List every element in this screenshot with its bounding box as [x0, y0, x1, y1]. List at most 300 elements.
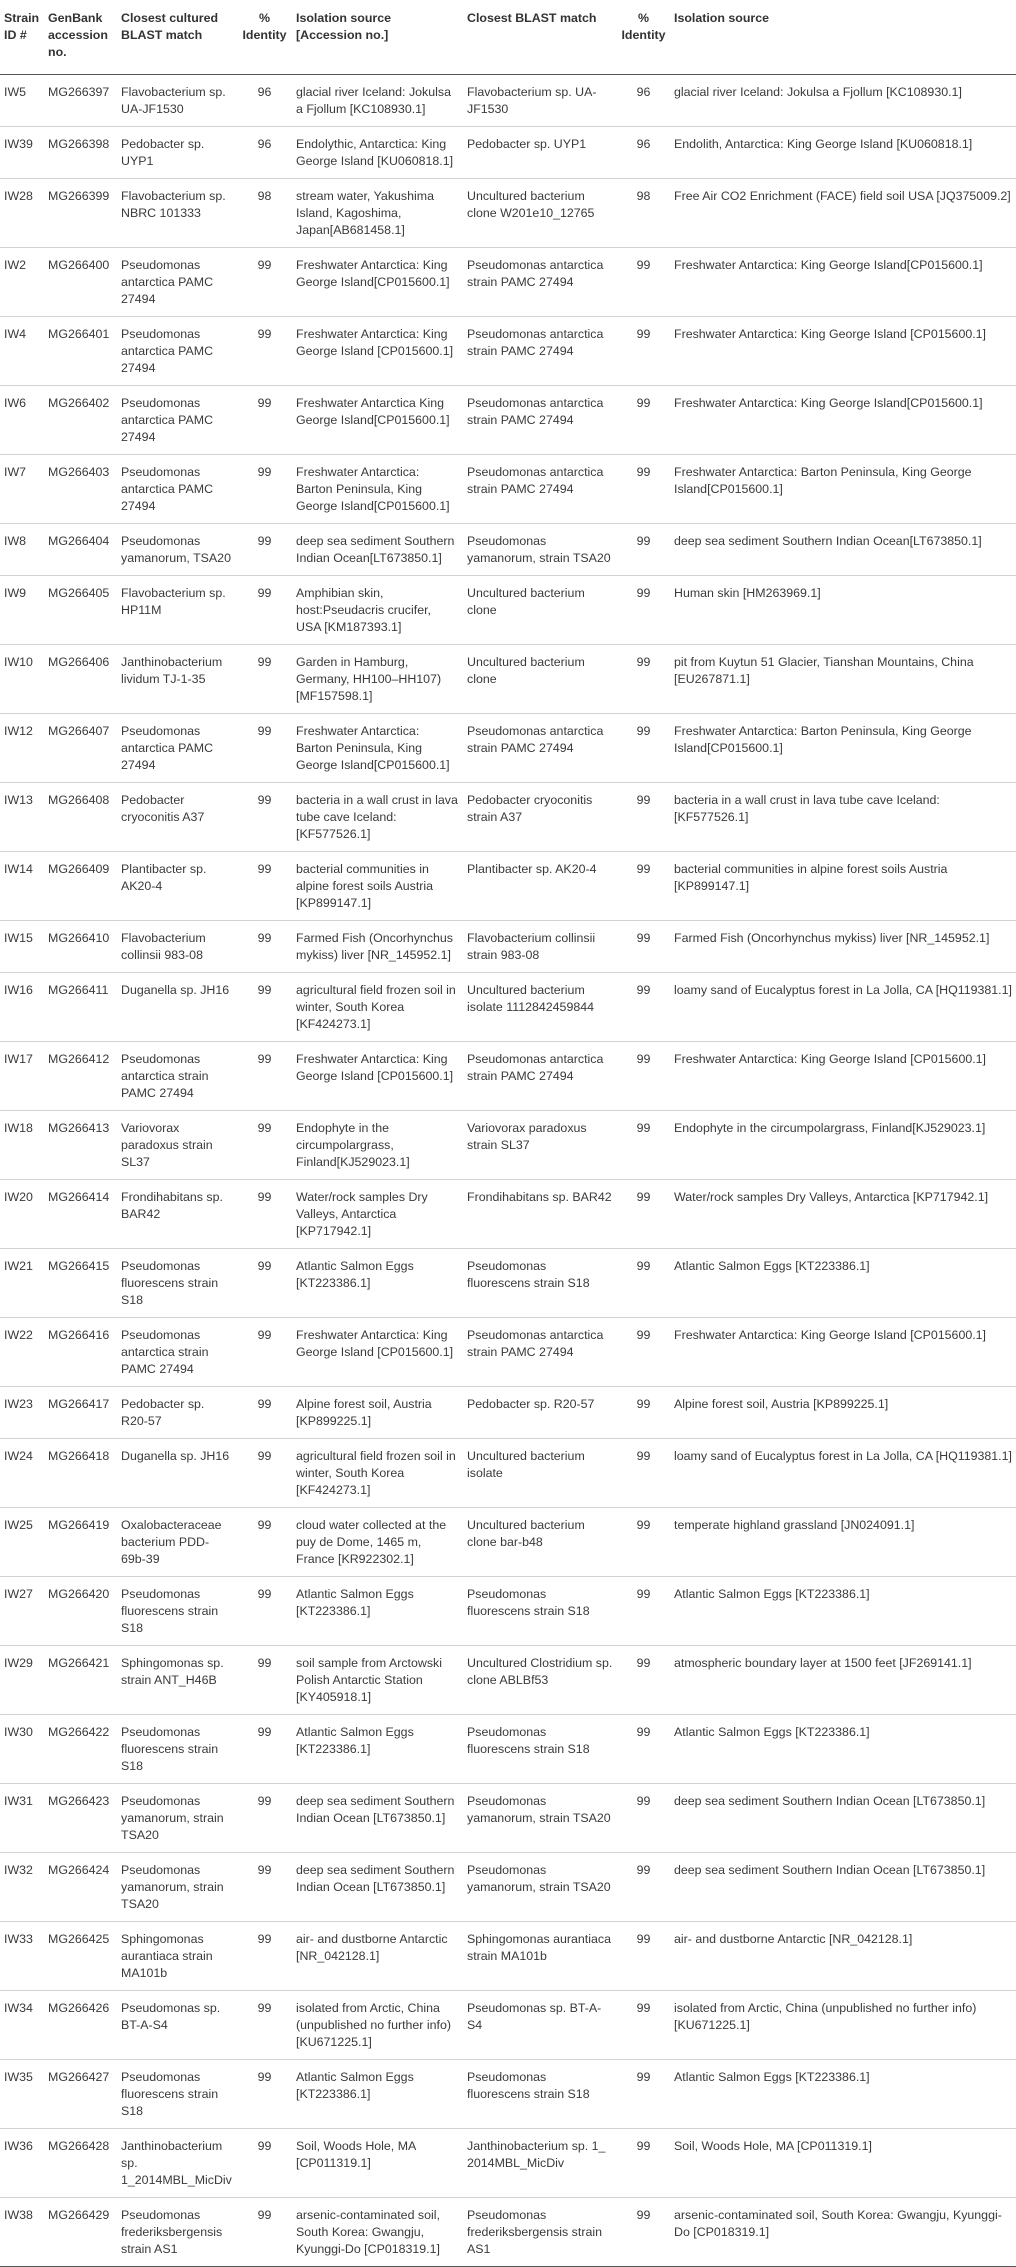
identity-blast-cell: 99 — [617, 1180, 670, 1249]
header-genbank-accession: GenBank accession no. — [44, 0, 117, 75]
isolation-source-cell: Free Air CO2 Enrichment (FACE) field soil USA [JQ375009.2] — [670, 179, 1016, 248]
table-row — [0, 1180, 1016, 1249]
isolation-source-cell: deep sea sediment Southern Indian Ocean[LT673850.1] — [670, 524, 1016, 576]
strain-id-cell: IW6 — [0, 386, 44, 455]
genbank-accession-cell: MG266423 — [44, 1784, 117, 1853]
isolation-source-accession-cell: Freshwater Antarctica: King George Island [CP015600.1] — [292, 1042, 463, 1111]
table-row — [0, 1387, 1016, 1439]
identity-cultured-cell: 99 — [237, 2060, 292, 2129]
genbank-accession-cell: MG266421 — [44, 1646, 117, 1715]
blast-match-cell: Flavobacterium sp. UA-JF1530 — [463, 75, 617, 127]
isolation-source-cell: Water/rock samples Dry Valleys, Antarctica [KP717942.1] — [670, 1180, 1016, 1249]
isolation-source-cell: deep sea sediment Southern Indian Ocean [LT673850.1] — [670, 1853, 1016, 1922]
isolation-source-accession-cell: arsenic-contaminated soil, South Korea: Gwangju, Kyunggi-Do [CP018319.1] — [292, 2198, 463, 2267]
cultured-match-cell: Pseudomonas antarctica PAMC 27494 — [117, 248, 237, 317]
isolation-source-cell: Freshwater Antarctica: King George Island [CP015600.1] — [670, 1042, 1016, 1111]
strain-id-cell: IW12 — [0, 714, 44, 783]
identity-cultured-cell: 99 — [237, 1577, 292, 1646]
table-row — [0, 455, 1016, 524]
identity-blast-cell: 99 — [617, 714, 670, 783]
identity-blast-cell: 99 — [617, 1991, 670, 2060]
identity-blast-cell: 99 — [617, 1318, 670, 1387]
identity-cultured-cell: 99 — [237, 1439, 292, 1508]
identity-blast-cell: 99 — [617, 317, 670, 386]
table-row — [0, 921, 1016, 973]
identity-blast-cell: 99 — [617, 852, 670, 921]
strain-id-cell: IW10 — [0, 645, 44, 714]
cultured-match-cell: Pseudomonas fluorescens strain S18 — [117, 2060, 237, 2129]
isolation-source-cell: Freshwater Antarctica: King George Island [CP015600.1] — [670, 1318, 1016, 1387]
identity-cultured-cell: 99 — [237, 455, 292, 524]
isolation-source-accession-cell: isolated from Arctic, China (unpublished no further info) [KU671225.1] — [292, 1991, 463, 2060]
table-row — [0, 317, 1016, 386]
isolation-source-cell: atmospheric boundary layer at 1500 feet [JF269141.1] — [670, 1646, 1016, 1715]
identity-blast-cell: 99 — [617, 921, 670, 973]
blast-match-cell: Uncultured Clostridium sp. clone ABLBf53 — [463, 1646, 617, 1715]
identity-blast-cell: 99 — [617, 524, 670, 576]
table-row — [0, 783, 1016, 852]
header-identity-cultured: % Identity — [237, 0, 292, 75]
blast-match-cell: Frondihabitans sp. BAR42 — [463, 1180, 617, 1249]
identity-blast-cell: 99 — [617, 1577, 670, 1646]
table-header — [0, 0, 1016, 75]
isolation-source-cell: bacteria in a wall crust in lava tube cave Iceland: [KF577526.1] — [670, 783, 1016, 852]
genbank-accession-cell: MG266413 — [44, 1111, 117, 1180]
table-row — [0, 714, 1016, 783]
isolation-source-cell: Atlantic Salmon Eggs [KT223386.1] — [670, 1249, 1016, 1318]
cultured-match-cell: Pseudomonas fluorescens strain S18 — [117, 1715, 237, 1784]
table-row — [0, 645, 1016, 714]
isolation-source-accession-cell: Atlantic Salmon Eggs [KT223386.1] — [292, 2060, 463, 2129]
genbank-accession-cell: MG266409 — [44, 852, 117, 921]
blast-match-cell: Pseudomonas sp. BT-A-S4 — [463, 1991, 617, 2060]
isolation-source-accession-cell: Soil, Woods Hole, MA [CP011319.1] — [292, 2129, 463, 2198]
genbank-accession-cell: MG266417 — [44, 1387, 117, 1439]
cultured-match-cell: Flavobacterium sp. UA-JF1530 — [117, 75, 237, 127]
identity-blast-cell: 99 — [617, 455, 670, 524]
identity-cultured-cell: 99 — [237, 714, 292, 783]
cultured-match-cell: Janthinobacterium sp. 1_2014MBL_MicDiv — [117, 2129, 237, 2198]
blast-match-cell: Pedobacter cryoconitis strain A37 — [463, 783, 617, 852]
strain-id-cell: IW9 — [0, 576, 44, 645]
isolation-source-cell: arsenic-contaminated soil, South Korea: Gwangju, Kyunggi-Do [CP018319.1] — [670, 2198, 1016, 2267]
blast-match-cell: Uncultured bacterium clone bar-b48 — [463, 1508, 617, 1577]
blast-match-cell: Sphingomonas aurantiaca strain MA101b — [463, 1922, 617, 1991]
genbank-accession-cell: MG266407 — [44, 714, 117, 783]
cultured-match-cell: Sphingomonas sp. strain ANT_H46B — [117, 1646, 237, 1715]
cultured-match-cell: Flavobacterium sp. HP11M — [117, 576, 237, 645]
cultured-match-cell: Duganella sp. JH16 — [117, 1439, 237, 1508]
isolation-source-cell: deep sea sediment Southern Indian Ocean [LT673850.1] — [670, 1784, 1016, 1853]
isolation-source-cell: Freshwater Antarctica: King George Island[CP015600.1] — [670, 248, 1016, 317]
table-row — [0, 1784, 1016, 1853]
cultured-match-cell: Pseudomonas yamanorum, strain TSA20 — [117, 1784, 237, 1853]
header-row — [0, 0, 1016, 75]
isolation-source-accession-cell: deep sea sediment Southern Indian Ocean [LT673850.1] — [292, 1853, 463, 1922]
cultured-match-cell: Pseudomonas yamanorum, strain TSA20 — [117, 1853, 237, 1922]
identity-blast-cell: 99 — [617, 2060, 670, 2129]
strain-id-cell: IW33 — [0, 1922, 44, 1991]
genbank-accession-cell: MG266410 — [44, 921, 117, 973]
blast-match-cell: Pseudomonas antarctica strain PAMC 27494 — [463, 455, 617, 524]
cultured-match-cell: Plantibacter sp. AK20-4 — [117, 852, 237, 921]
table-row — [0, 179, 1016, 248]
genbank-accession-cell: MG266401 — [44, 317, 117, 386]
isolation-source-cell: Freshwater Antarctica: King George Island [CP015600.1] — [670, 317, 1016, 386]
cultured-match-cell: Frondihabitans sp. BAR42 — [117, 1180, 237, 1249]
genbank-accession-cell: MG266418 — [44, 1439, 117, 1508]
isolation-source-cell: Endolith, Antarctica: King George Island [KU060818.1] — [670, 127, 1016, 179]
isolation-source-cell: Endophyte in the circumpolargrass, Finland[KJ529023.1] — [670, 1111, 1016, 1180]
identity-blast-cell: 99 — [617, 1715, 670, 1784]
identity-blast-cell: 99 — [617, 576, 670, 645]
genbank-accession-cell: MG266426 — [44, 1991, 117, 2060]
isolation-source-cell: Freshwater Antarctica: Barton Peninsula, King George Island[CP015600.1] — [670, 455, 1016, 524]
strain-id-cell: IW31 — [0, 1784, 44, 1853]
strain-id-cell: IW7 — [0, 455, 44, 524]
table-row — [0, 386, 1016, 455]
genbank-accession-cell: MG266403 — [44, 455, 117, 524]
blast-match-cell: Uncultured bacterium clone W201e10_12765 — [463, 179, 617, 248]
identity-cultured-cell: 99 — [237, 1922, 292, 1991]
cultured-match-cell: Pseudomonas yamanorum, TSA20 — [117, 524, 237, 576]
table-row — [0, 576, 1016, 645]
strain-id-cell: IW25 — [0, 1508, 44, 1577]
cultured-match-cell: Pseudomonas antarctica PAMC 27494 — [117, 386, 237, 455]
cultured-match-cell: Pedobacter sp. UYP1 — [117, 127, 237, 179]
identity-blast-cell: 96 — [617, 127, 670, 179]
genbank-accession-cell: MG266415 — [44, 1249, 117, 1318]
strain-id-cell: IW35 — [0, 2060, 44, 2129]
strain-id-cell: IW36 — [0, 2129, 44, 2198]
identity-blast-cell: 99 — [617, 1922, 670, 1991]
identity-cultured-cell: 99 — [237, 1111, 292, 1180]
identity-cultured-cell: 99 — [237, 1991, 292, 2060]
table-row — [0, 75, 1016, 127]
cultured-match-cell: Pseudomonas frederiksbergensis strain AS1 — [117, 2198, 237, 2267]
header-isolation-source: Isolation source — [670, 0, 1016, 75]
identity-blast-cell: 98 — [617, 179, 670, 248]
identity-cultured-cell: 99 — [237, 1387, 292, 1439]
strain-id-cell: IW24 — [0, 1439, 44, 1508]
isolation-source-cell: air- and dustborne Antarctic [NR_042128.1] — [670, 1922, 1016, 1991]
isolation-source-accession-cell: Freshwater Antarctica: King George Island [CP015600.1] — [292, 317, 463, 386]
table-row — [0, 1853, 1016, 1922]
isolation-source-accession-cell: Atlantic Salmon Eggs [KT223386.1] — [292, 1715, 463, 1784]
blast-match-cell: Pseudomonas fluorescens strain S18 — [463, 1715, 617, 1784]
cultured-match-cell: Pedobacter sp. R20-57 — [117, 1387, 237, 1439]
isolation-source-accession-cell: glacial river Iceland: Jokulsa a Fjollum [KC108930.1] — [292, 75, 463, 127]
genbank-accession-cell: MG266402 — [44, 386, 117, 455]
isolation-source-accession-cell: Atlantic Salmon Eggs [KT223386.1] — [292, 1249, 463, 1318]
strain-id-cell: IW17 — [0, 1042, 44, 1111]
strain-id-cell: IW29 — [0, 1646, 44, 1715]
header-strain-id: Strain ID # — [0, 0, 44, 75]
blast-match-cell: Pedobacter sp. UYP1 — [463, 127, 617, 179]
isolation-source-cell: Atlantic Salmon Eggs [KT223386.1] — [670, 2060, 1016, 2129]
isolation-source-accession-cell: Atlantic Salmon Eggs [KT223386.1] — [292, 1577, 463, 1646]
identity-cultured-cell: 96 — [237, 75, 292, 127]
isolation-source-cell: Farmed Fish (Oncorhynchus mykiss) liver [NR_145952.1] — [670, 921, 1016, 973]
identity-cultured-cell: 99 — [237, 921, 292, 973]
table-row — [0, 1111, 1016, 1180]
genbank-accession-cell: MG266400 — [44, 248, 117, 317]
header-identity-blast: % Identity — [617, 0, 670, 75]
table-row — [0, 1249, 1016, 1318]
table-row — [0, 1042, 1016, 1111]
identity-blast-cell: 99 — [617, 2129, 670, 2198]
cultured-match-cell: Flavobacterium sp. NBRC 101333 — [117, 179, 237, 248]
isolation-source-accession-cell: Garden in Hamburg, Germany, HH100–HH107) [MF157598.1] — [292, 645, 463, 714]
genbank-accession-cell: MG266422 — [44, 1715, 117, 1784]
isolation-source-accession-cell: Alpine forest soil, Austria [KP899225.1] — [292, 1387, 463, 1439]
cultured-match-cell: Flavobacterium collinsii 983-08 — [117, 921, 237, 973]
table-row — [0, 2060, 1016, 2129]
identity-cultured-cell: 99 — [237, 524, 292, 576]
table-row — [0, 973, 1016, 1042]
blast-match-cell: Plantibacter sp. AK20-4 — [463, 852, 617, 921]
table-body — [0, 75, 1016, 2267]
genbank-accession-cell: MG266414 — [44, 1180, 117, 1249]
table-row — [0, 1508, 1016, 1577]
cultured-match-cell: Pseudomonas fluorescens strain S18 — [117, 1577, 237, 1646]
blast-match-cell: Pseudomonas fluorescens strain S18 — [463, 1249, 617, 1318]
strain-id-cell: IW5 — [0, 75, 44, 127]
isolation-source-accession-cell: Amphibian skin, host:Pseudacris crucifer, USA [KM187393.1] — [292, 576, 463, 645]
isolation-source-accession-cell: Freshwater Antarctica: King George Island[CP015600.1] — [292, 248, 463, 317]
identity-blast-cell: 99 — [617, 1853, 670, 1922]
genbank-accession-cell: MG266428 — [44, 2129, 117, 2198]
genbank-accession-cell: MG266408 — [44, 783, 117, 852]
genbank-accession-cell: MG266397 — [44, 75, 117, 127]
isolation-source-cell: Atlantic Salmon Eggs [KT223386.1] — [670, 1577, 1016, 1646]
blast-match-cell: Pseudomonas antarctica strain PAMC 27494 — [463, 386, 617, 455]
isolation-source-accession-cell: Farmed Fish (Oncorhynchus mykiss) liver [NR_145952.1] — [292, 921, 463, 973]
strain-id-cell: IW16 — [0, 973, 44, 1042]
identity-cultured-cell: 99 — [237, 1318, 292, 1387]
identity-cultured-cell: 99 — [237, 317, 292, 386]
strain-id-cell: IW21 — [0, 1249, 44, 1318]
strain-id-cell: IW14 — [0, 852, 44, 921]
table-row — [0, 1577, 1016, 1646]
blast-match-cell: Pseudomonas fluorescens strain S18 — [463, 1577, 617, 1646]
isolation-source-cell: glacial river Iceland: Jokulsa a Fjollum [KC108930.1] — [670, 75, 1016, 127]
isolation-source-cell: loamy sand of Eucalyptus forest in La Jolla, CA [HQ119381.1] — [670, 1439, 1016, 1508]
identity-cultured-cell: 96 — [237, 127, 292, 179]
identity-blast-cell: 99 — [617, 1387, 670, 1439]
header-closest-cultured-match: Closest cultured BLAST match — [117, 0, 237, 75]
strain-id-cell: IW8 — [0, 524, 44, 576]
table-row — [0, 1991, 1016, 2060]
isolation-source-accession-cell: Freshwater Antarctica: King George Island [CP015600.1] — [292, 1318, 463, 1387]
isolation-source-cell: bacterial communities in alpine forest soils Austria [KP899147.1] — [670, 852, 1016, 921]
blast-match-cell: Pseudomonas antarctica strain PAMC 27494 — [463, 248, 617, 317]
blast-match-cell: Uncultured bacterium isolate — [463, 1439, 617, 1508]
identity-cultured-cell: 99 — [237, 576, 292, 645]
isolation-source-accession-cell: agricultural field frozen soil in winter, South Korea [KF424273.1] — [292, 973, 463, 1042]
blast-match-cell: Pseudomonas frederiksbergensis strain AS1 — [463, 2198, 617, 2267]
identity-blast-cell: 99 — [617, 248, 670, 317]
cultured-match-cell: Sphingomonas aurantiaca strain MA101b — [117, 1922, 237, 1991]
table-row — [0, 2129, 1016, 2198]
strain-id-cell: IW38 — [0, 2198, 44, 2267]
genbank-accession-cell: MG266406 — [44, 645, 117, 714]
identity-blast-cell: 99 — [617, 1249, 670, 1318]
identity-cultured-cell: 99 — [237, 1042, 292, 1111]
strain-id-cell: IW23 — [0, 1387, 44, 1439]
isolation-source-accession-cell: bacterial communities in alpine forest soils Austria [KP899147.1] — [292, 852, 463, 921]
isolation-source-accession-cell: stream water, Yakushima Island, Kagoshima, Japan[AB681458.1] — [292, 179, 463, 248]
blast-match-cell: Uncultured bacterium clone — [463, 645, 617, 714]
identity-blast-cell: 99 — [617, 2198, 670, 2267]
cultured-match-cell: Variovorax paradoxus strain SL37 — [117, 1111, 237, 1180]
cultured-match-cell: Pseudomonas antarctica PAMC 27494 — [117, 317, 237, 386]
blast-match-cell: Janthinobacterium sp. 1_ 2014MBL_MicDiv — [463, 2129, 617, 2198]
strain-id-cell: IW34 — [0, 1991, 44, 2060]
isolation-source-cell: loamy sand of Eucalyptus forest in La Jolla, CA [HQ119381.1] — [670, 973, 1016, 1042]
genbank-accession-cell: MG266419 — [44, 1508, 117, 1577]
isolation-source-accession-cell: Freshwater Antarctica King George Island[CP015600.1] — [292, 386, 463, 455]
blast-match-cell: Pedobacter sp. R20-57 — [463, 1387, 617, 1439]
isolation-source-cell: Alpine forest soil, Austria [KP899225.1] — [670, 1387, 1016, 1439]
isolation-source-accession-cell: Freshwater Antarctica: Barton Peninsula, King George Island[CP015600.1] — [292, 714, 463, 783]
table-row — [0, 1922, 1016, 1991]
genbank-accession-cell: MG266416 — [44, 1318, 117, 1387]
identity-cultured-cell: 99 — [237, 1646, 292, 1715]
table-row — [0, 248, 1016, 317]
isolation-source-accession-cell: Endolythic, Antarctica: King George Island [KU060818.1] — [292, 127, 463, 179]
cultured-match-cell: Pseudomonas antarctica strain PAMC 27494 — [117, 1318, 237, 1387]
genbank-accession-cell: MG266405 — [44, 576, 117, 645]
cultured-match-cell: Pseudomonas fluorescens strain S18 — [117, 1249, 237, 1318]
isolation-source-accession-cell: Endophyte in the circumpolargrass, Finland[KJ529023.1] — [292, 1111, 463, 1180]
cultured-match-cell: Oxalobacteraceae bacterium PDD-69b-39 — [117, 1508, 237, 1577]
identity-blast-cell: 99 — [617, 1042, 670, 1111]
identity-blast-cell: 99 — [617, 386, 670, 455]
blast-match-cell: Flavobacterium collinsii strain 983-08 — [463, 921, 617, 973]
identity-cultured-cell: 99 — [237, 1784, 292, 1853]
isolation-source-cell: pit from Kuytun 51 Glacier, Tianshan Mountains, China [EU267871.1] — [670, 645, 1016, 714]
isolation-source-accession-cell: bacteria in a wall crust in lava tube cave Iceland: [KF577526.1] — [292, 783, 463, 852]
genbank-accession-cell: MG266420 — [44, 1577, 117, 1646]
identity-blast-cell: 99 — [617, 973, 670, 1042]
cultured-match-cell: Pseudomonas antarctica strain PAMC 27494 — [117, 1042, 237, 1111]
strain-id-cell: IW2 — [0, 248, 44, 317]
identity-blast-cell: 99 — [617, 1646, 670, 1715]
identity-blast-cell: 99 — [617, 1111, 670, 1180]
blast-match-cell: Pseudomonas fluorescens strain S18 — [463, 2060, 617, 2129]
isolation-source-accession-cell: air- and dustborne Antarctic [NR_042128.1] — [292, 1922, 463, 1991]
blast-match-cell: Pseudomonas antarctica strain PAMC 27494 — [463, 714, 617, 783]
identity-blast-cell: 99 — [617, 1508, 670, 1577]
genbank-accession-cell: MG266425 — [44, 1922, 117, 1991]
table-row — [0, 524, 1016, 576]
identity-cultured-cell: 99 — [237, 973, 292, 1042]
strain-id-cell: IW13 — [0, 783, 44, 852]
cultured-match-cell: Pseudomonas antarctica PAMC 27494 — [117, 455, 237, 524]
isolation-source-accession-cell: agricultural field frozen soil in winter, South Korea [KF424273.1] — [292, 1439, 463, 1508]
identity-blast-cell: 99 — [617, 645, 670, 714]
strain-id-cell: IW27 — [0, 1577, 44, 1646]
identity-cultured-cell: 99 — [237, 386, 292, 455]
table-row — [0, 1715, 1016, 1784]
identity-cultured-cell: 99 — [237, 1715, 292, 1784]
genbank-accession-cell: MG266398 — [44, 127, 117, 179]
genbank-accession-cell: MG266411 — [44, 973, 117, 1042]
isolation-source-accession-cell: cloud water collected at the puy de Dome, 1465 m, France [KR922302.1] — [292, 1508, 463, 1577]
blast-match-cell: Pseudomonas antarctica strain PAMC 27494 — [463, 1318, 617, 1387]
identity-cultured-cell: 99 — [237, 1508, 292, 1577]
blast-match-cell: Pseudomonas yamanorum, strain TSA20 — [463, 524, 617, 576]
isolation-source-accession-cell: Freshwater Antarctica: Barton Peninsula, King George Island[CP015600.1] — [292, 455, 463, 524]
table-row — [0, 2198, 1016, 2267]
blast-match-cell: Pseudomonas yamanorum, strain TSA20 — [463, 1784, 617, 1853]
cultured-match-cell: Pedobacter cryoconitis A37 — [117, 783, 237, 852]
identity-cultured-cell: 99 — [237, 783, 292, 852]
table-row — [0, 127, 1016, 179]
blast-match-cell: Pseudomonas antarctica strain PAMC 27494 — [463, 317, 617, 386]
identity-blast-cell: 99 — [617, 1784, 670, 1853]
blast-match-cell: Pseudomonas antarctica strain PAMC 27494 — [463, 1042, 617, 1111]
strain-id-cell: IW20 — [0, 1180, 44, 1249]
identity-blast-cell: 99 — [617, 783, 670, 852]
genbank-accession-cell: MG266399 — [44, 179, 117, 248]
isolation-source-accession-cell: Water/rock samples Dry Valleys, Antarctica [KP717942.1] — [292, 1180, 463, 1249]
identity-cultured-cell: 99 — [237, 1180, 292, 1249]
strain-id-cell: IW18 — [0, 1111, 44, 1180]
isolation-source-cell: Freshwater Antarctica: King George Island[CP015600.1] — [670, 386, 1016, 455]
identity-cultured-cell: 99 — [237, 2198, 292, 2267]
cultured-match-cell: Pseudomonas sp. BT-A-S4 — [117, 1991, 237, 2060]
cultured-match-cell: Duganella sp. JH16 — [117, 973, 237, 1042]
strain-id-cell: IW32 — [0, 1853, 44, 1922]
table-row — [0, 1646, 1016, 1715]
blast-match-cell: Pseudomonas yamanorum, strain TSA20 — [463, 1853, 617, 1922]
isolation-source-cell: Soil, Woods Hole, MA [CP011319.1] — [670, 2129, 1016, 2198]
identity-cultured-cell: 99 — [237, 248, 292, 317]
isolation-source-accession-cell: soil sample from Arctowski Polish Antarctic Station [KY405918.1] — [292, 1646, 463, 1715]
blast-match-cell: Uncultured bacterium clone — [463, 576, 617, 645]
header-isolation-source-accession: Isolation source [Accession no.] — [292, 0, 463, 75]
strain-id-cell: IW30 — [0, 1715, 44, 1784]
genbank-accession-cell: MG266429 — [44, 2198, 117, 2267]
strain-id-cell: IW4 — [0, 317, 44, 386]
identity-blast-cell: 99 — [617, 1439, 670, 1508]
strain-id-cell: IW39 — [0, 127, 44, 179]
genbank-accession-cell: MG266412 — [44, 1042, 117, 1111]
table-row — [0, 1439, 1016, 1508]
isolation-source-cell: Human skin [HM263969.1] — [670, 576, 1016, 645]
identity-cultured-cell: 99 — [237, 2129, 292, 2198]
identity-cultured-cell: 99 — [237, 852, 292, 921]
identity-cultured-cell: 99 — [237, 645, 292, 714]
isolation-source-cell: temperate highland grassland [JN024091.1] — [670, 1508, 1016, 1577]
identity-cultured-cell: 99 — [237, 1249, 292, 1318]
isolation-source-accession-cell: deep sea sediment Southern Indian Ocean [LT673850.1] — [292, 1784, 463, 1853]
strain-id-cell: IW15 — [0, 921, 44, 973]
header-closest-blast-match: Closest BLAST match — [463, 0, 617, 75]
table-row — [0, 852, 1016, 921]
strain-id-cell: IW22 — [0, 1318, 44, 1387]
cultured-match-cell: Pseudomonas antarctica PAMC 27494 — [117, 714, 237, 783]
isolation-source-cell: Atlantic Salmon Eggs [KT223386.1] — [670, 1715, 1016, 1784]
genbank-accession-cell: MG266404 — [44, 524, 117, 576]
genbank-accession-cell: MG266427 — [44, 2060, 117, 2129]
identity-cultured-cell: 98 — [237, 179, 292, 248]
isolation-source-accession-cell: deep sea sediment Southern Indian Ocean[LT673850.1] — [292, 524, 463, 576]
cultured-match-cell: Janthinobacterium lividum TJ-1-35 — [117, 645, 237, 714]
identity-cultured-cell: 99 — [237, 1853, 292, 1922]
